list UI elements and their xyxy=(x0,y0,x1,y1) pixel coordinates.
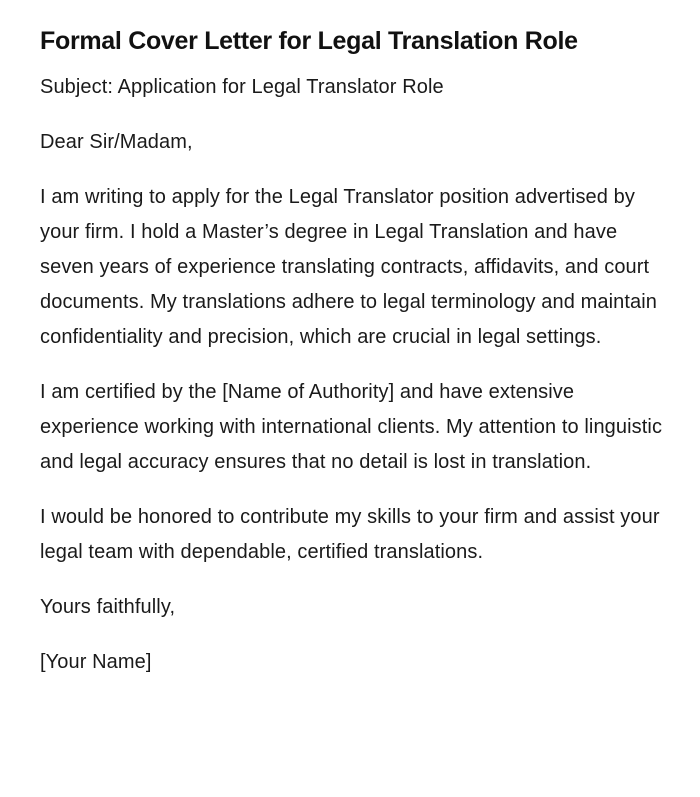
body-paragraph-intro: I am writing to apply for the Legal Translator position advertised by your firm. I hold a Master’s degree in Legal Translation and have seven years of experience translating contracts, affidavits, and court documents. My translations adhere to legal terminology and maintain confidentiality and precision, which are crucial in legal settings. xyxy=(40,186,658,348)
signature-placeholder: [Your Name] xyxy=(40,651,152,673)
salutation: Dear Sir/Madam, xyxy=(40,131,193,153)
closing-line: Yours faithfully, xyxy=(40,596,176,618)
body-paragraph-closing: I would be honored to contribute my skills to your firm and assist your legal team with dependable, certified translations. xyxy=(40,506,660,563)
page-title: Formal Cover Letter for Legal Translation Role xyxy=(40,27,578,55)
body-paragraph-certification: I am certified by the [Name of Authority] and have extensive experience working with international clients. My attention to linguistic and legal accuracy ensures that no detail is lost in translation. xyxy=(40,381,663,473)
cover-letter xyxy=(40,24,670,700)
subject-line: Subject: Application for Legal Translator Role xyxy=(40,76,444,98)
